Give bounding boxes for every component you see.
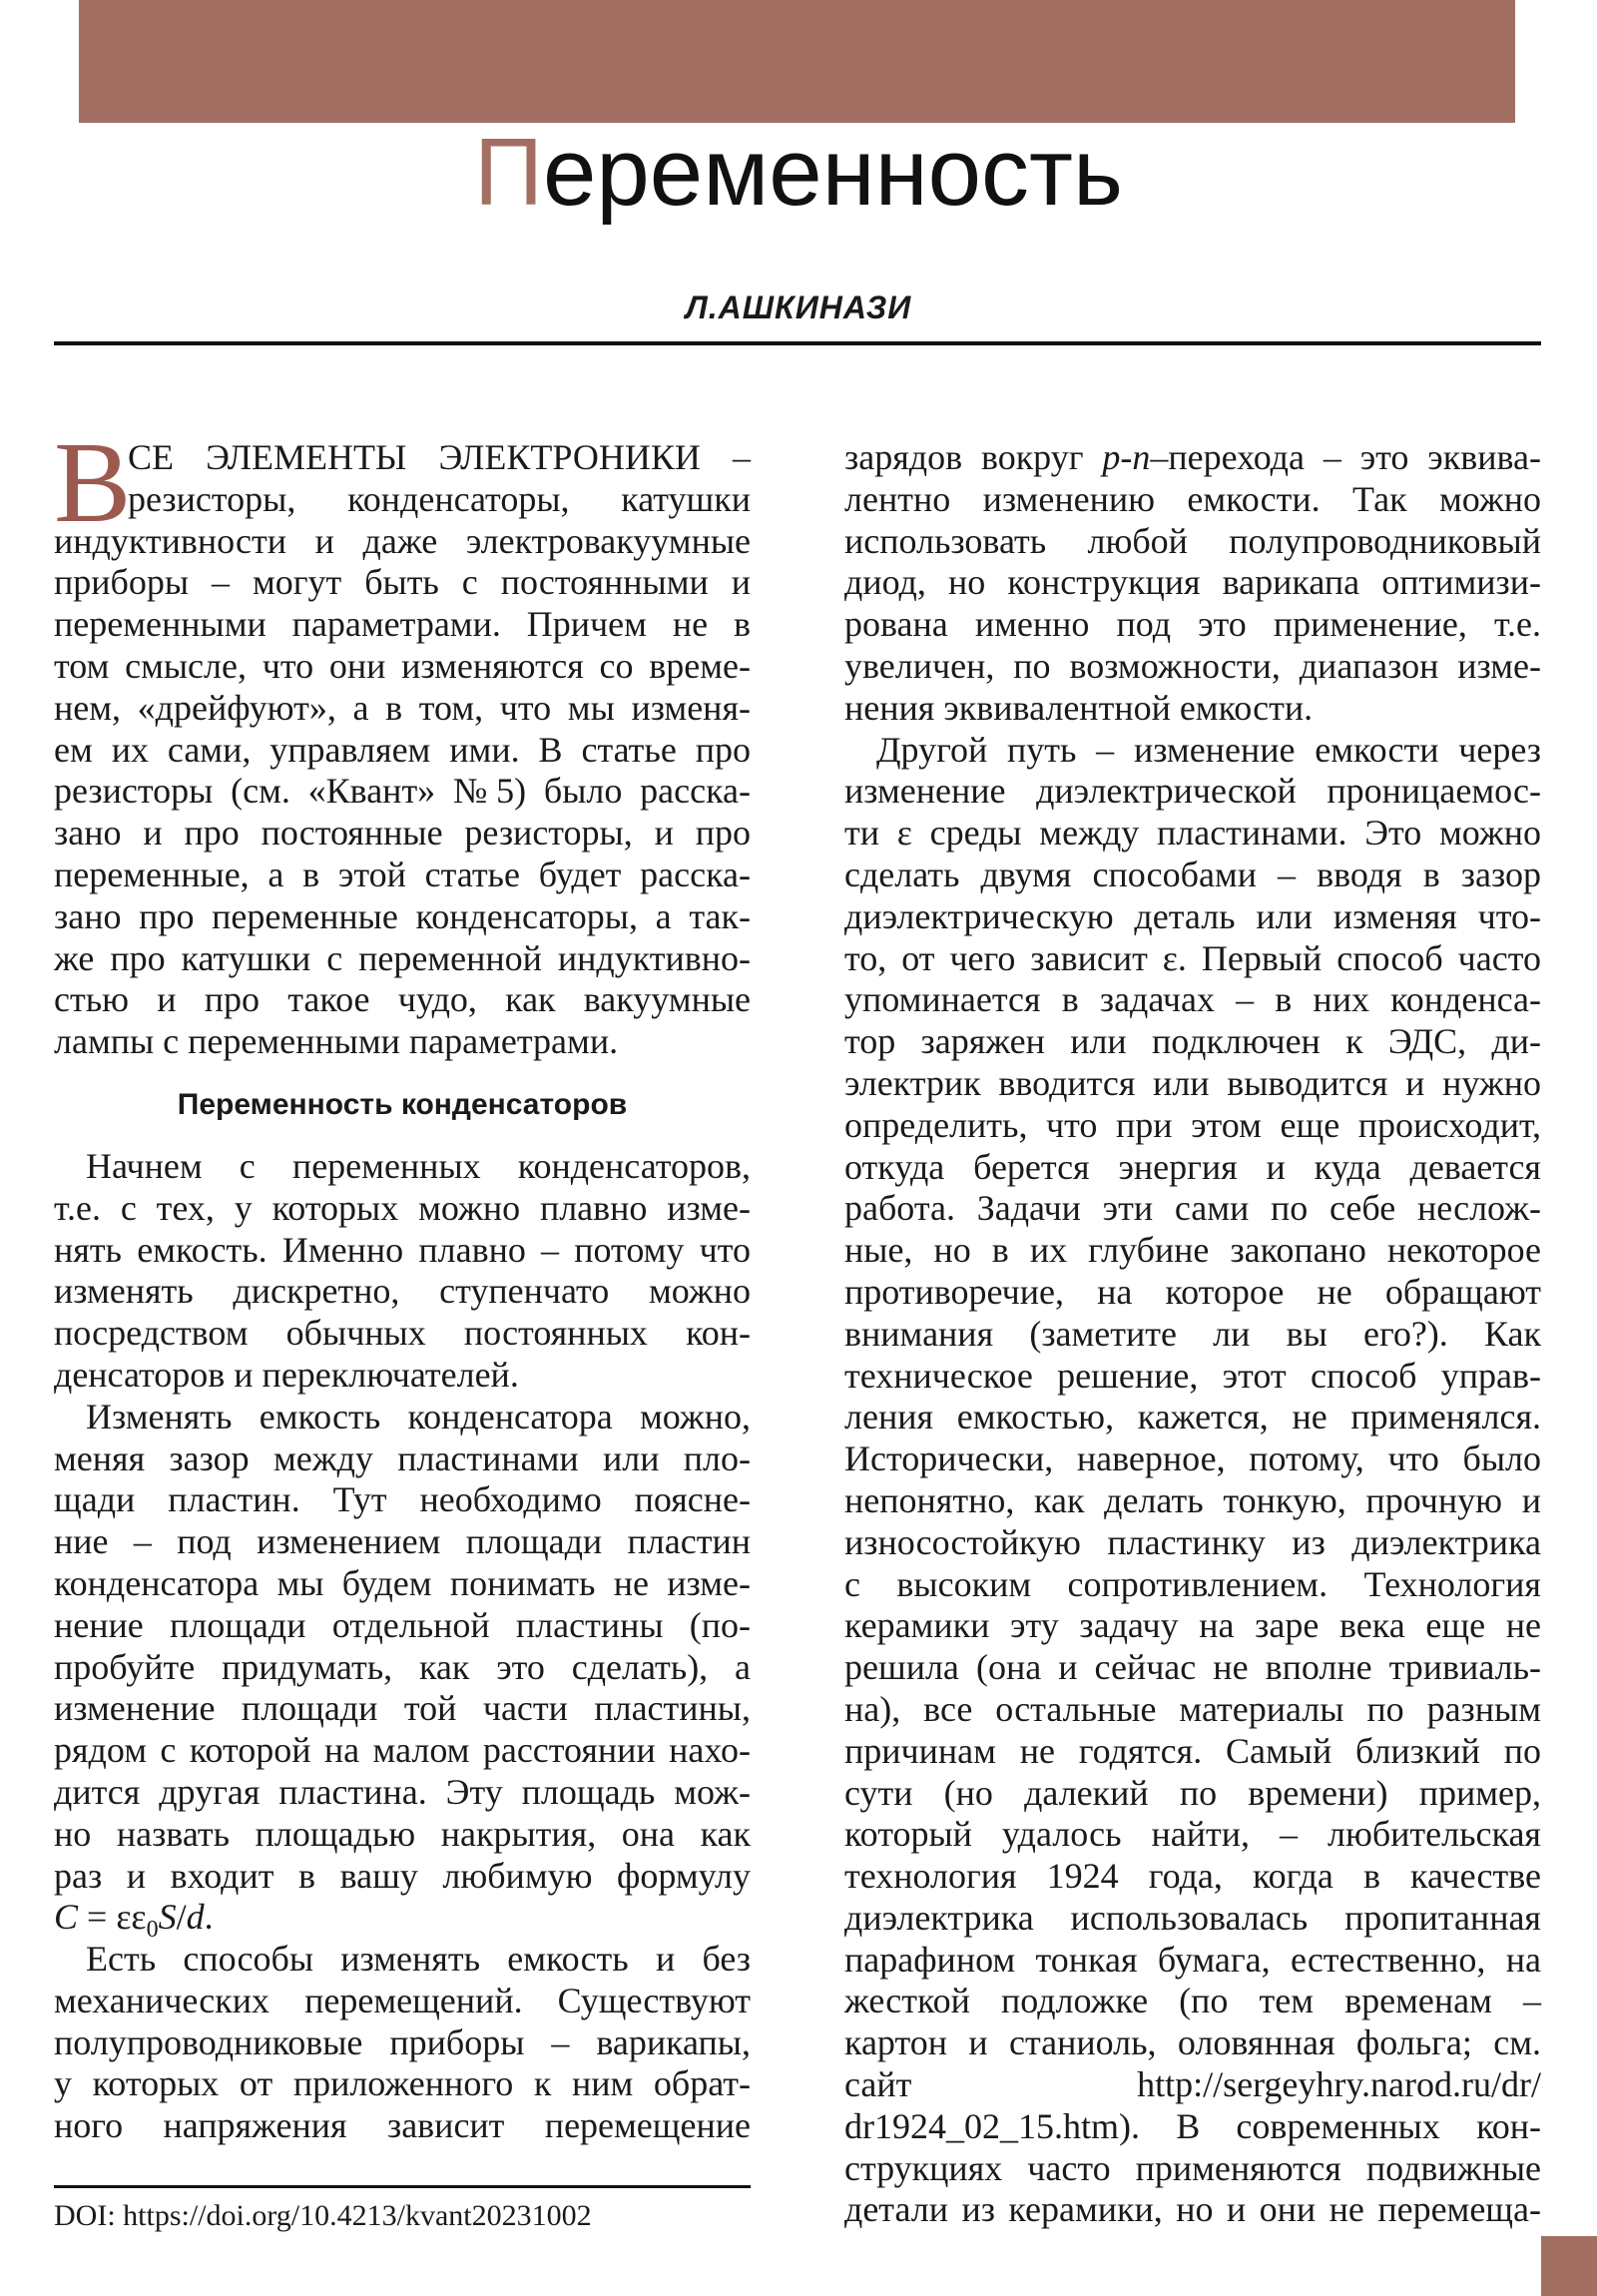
- text-segment: зарядов вокруг: [844, 437, 1103, 477]
- text-line: у которых от приложенного к ним обрат-: [54, 2063, 751, 2104]
- text-line: противоречие, на которое не обращают: [844, 1271, 1541, 1312]
- text-line: картон и станиоль, оловянная фольга; см.: [844, 2022, 1541, 2063]
- text-line: т.е. с тех, у которых можно плавно изме-: [54, 1187, 751, 1228]
- text-line: диэлектрика использовалась пропитанная: [844, 1897, 1541, 1938]
- text-line: нения эквивалентной емкости.: [844, 687, 1314, 728]
- text-segment: p-n: [1102, 437, 1151, 477]
- text-line: но назвать площадью накрытия, она как: [54, 1813, 751, 1854]
- text-line: Начнем с переменных конденсаторов,: [86, 1145, 751, 1186]
- text-segment: d: [186, 1897, 205, 1938]
- text-segment: S: [158, 1897, 177, 1938]
- text-line: Изменять емкость конденсатора можно,: [86, 1396, 751, 1436]
- text-line: денсаторов и переключателей.: [54, 1354, 519, 1395]
- text-line: технология 1924 года, когда в качестве: [844, 1856, 1541, 1897]
- article-title: [0, 118, 1597, 228]
- text-line: пробуйте придумать, как это сделать), а: [54, 1646, 751, 1687]
- text-line: [844, 437, 1541, 479]
- text-line: Есть способы изменять емкость и без: [86, 1939, 751, 1980]
- text-line: то, от чего зависит ε. Первый способ часто: [844, 937, 1541, 978]
- text-line: приборы – могут быть с постоянными и: [54, 562, 751, 603]
- text-line: сделать двумя способами – вводя в зазор: [844, 854, 1541, 894]
- section-heading: Переменность конденсаторов: [177, 1087, 628, 1121]
- text-line: непонятно, как делать тонкую, прочную и: [844, 1479, 1541, 1520]
- doi-footnote[interactable]: DOI: https://doi.org/10.4213/kvant20231002: [54, 2199, 592, 2232]
- text-line: резисторы, конденсаторы, катушки: [128, 478, 751, 519]
- text-line: зано про переменные конденсаторы, а так-: [54, 895, 751, 936]
- left-column: [54, 419, 751, 2147]
- text-segment: = εε: [78, 1897, 147, 1938]
- text-segment: 0: [146, 1917, 159, 1944]
- title-rule: [54, 341, 1541, 345]
- text-line: решила (она и сейчас не вполне тривиаль-: [844, 1647, 1541, 1688]
- text-line: ние – под изменением площади пластин: [54, 1521, 751, 1562]
- text-segment: /: [176, 1897, 187, 1938]
- text-line: стью и про такое чудо, как вакуумные: [54, 979, 751, 1020]
- paragraph-lines: [54, 437, 751, 1063]
- text-line: внимания (заметите ли вы его?). Как: [844, 1313, 1541, 1354]
- text-line: ти ε среды между пластинами. Это можно: [844, 813, 1541, 854]
- text-segment: .: [204, 1897, 214, 1938]
- title-initial: П: [474, 119, 544, 226]
- text-line: лампы с переменными параметрами.: [54, 1021, 619, 1062]
- text-segment: C: [54, 1897, 79, 1938]
- text-line: упоминается в задачах – в них конденса-: [844, 979, 1541, 1020]
- text-line: диод, но конструкция варикапа оптимизи-: [844, 562, 1541, 603]
- text-line: механических перемещений. Существуют: [54, 1980, 751, 2020]
- text-line: посредством обычных постоянных кон-: [54, 1313, 751, 1354]
- text-line: же про катушки с переменной индуктивно-: [54, 937, 751, 978]
- text-line: керамики эту задачу на заре века еще не: [844, 1605, 1541, 1646]
- text-line: использовать любой полупроводниковый: [844, 520, 1541, 561]
- text-line: нять емкость. Именно плавно – потому что: [54, 1229, 751, 1270]
- paragraph-lines: [844, 437, 1541, 2231]
- text-line: изменять дискретно, ступенчато можно: [54, 1271, 751, 1312]
- text-line: ем их сами, управляем ими. В статье про: [54, 729, 751, 770]
- text-line: изменение диэлектрической проницаемос-: [844, 771, 1541, 812]
- text-line: который удалось найти, – любительская: [844, 1814, 1541, 1855]
- text-line: ления емкостью, кажется, не применялся.: [844, 1397, 1541, 1437]
- right-column: [844, 437, 1541, 2231]
- text-line: изменение площади той части пластины,: [54, 1688, 751, 1729]
- text-line: зано и про постоянные резисторы, и про: [54, 813, 751, 854]
- text-line: меняя зазор между пластинами или пло-: [54, 1437, 751, 1478]
- text-line: на), все остальные материалы по разным: [844, 1688, 1541, 1729]
- text-line: том смысле, что они изменяются со време-: [54, 645, 751, 686]
- text-line: индуктивности и даже электровакуумные: [54, 520, 751, 561]
- text-line: с высоким сопротивлением. Технология: [844, 1563, 1541, 1604]
- text-line: причинам не годятся. Самый близкий по: [844, 1730, 1541, 1771]
- footnote-rule: [54, 2185, 751, 2188]
- text-line: диэлектрическую деталь или изменяя что-: [844, 895, 1541, 936]
- text-line: сути (но далекий по времени) пример,: [844, 1772, 1541, 1813]
- text-line: dr1924_02_15.htm). В современных кон-: [844, 2105, 1541, 2146]
- text-line: Другой путь – изменение емкости через: [876, 729, 1541, 770]
- text-segment: –перехода – это эквива-: [1150, 437, 1541, 477]
- text-line: электрик вводится или выводится и нужно: [844, 1062, 1541, 1103]
- text-line: работа. Задачи эти сами по себе неслож-: [844, 1188, 1541, 1229]
- text-line: дится другая пластина. Эту площадь мож-: [54, 1771, 751, 1812]
- text-line: струкциях часто применяются подвижные: [844, 2147, 1541, 2188]
- text-line: рована именно под это применение, т.е.: [844, 604, 1541, 645]
- paragraph-lines: [54, 1146, 751, 2147]
- header-banner: [79, 0, 1515, 123]
- text-line: переменные, а в этой статье будет расска-: [54, 854, 751, 894]
- text-line: тор заряжен или подключен к ЭДС, ди-: [844, 1021, 1541, 1062]
- text-line: сайт http://sergeyhry.narod.ru/dr/: [844, 2064, 1541, 2105]
- intro-paragraph: [54, 419, 751, 1063]
- page-corner-marker: [1541, 2236, 1597, 2296]
- text-line: парафином тонкая бумага, естественно, на: [844, 1939, 1541, 1980]
- text-line: рядом с которой на малом расстоянии нахо-: [54, 1730, 751, 1771]
- text-line: техническое решение, этот способ управ-: [844, 1355, 1541, 1396]
- text-line: переменными параметрами. Причем не в: [54, 604, 751, 645]
- text-line: ного напряжения зависит перемещение: [54, 2105, 751, 2146]
- text-line: лентно изменению емкости. Так можно: [844, 478, 1541, 519]
- text-line: Исторически, наверное, потому, что было: [844, 1438, 1541, 1479]
- text-line: ные, но в их глубине закопано некоторое: [844, 1230, 1541, 1271]
- text-line: нем, «дрейфуют», а в том, что мы изменя-: [54, 687, 751, 728]
- text-line: определить, что при этом еще происходит,: [844, 1104, 1541, 1145]
- text-line: щади пластин. Тут необходимо поясне-: [54, 1479, 751, 1520]
- drop-cap: В: [54, 419, 132, 547]
- text-line: увеличен, по возможности, диапазон изме-: [844, 645, 1541, 686]
- text-line: откуда берется энергия и куда девается: [844, 1146, 1541, 1187]
- title-rest: еременность: [543, 119, 1123, 226]
- text-line: конденсатора мы будем понимать не изме-: [54, 1562, 751, 1603]
- text-line: раз и входит в вашу любимую формулу: [54, 1855, 751, 1896]
- text-line: детали из керамики, но и они не перемеща-: [844, 2189, 1541, 2230]
- text-line: износостойкую пластинку из диэлектрика: [844, 1521, 1541, 1562]
- text-line: нение площади отдельной пластины (по-: [54, 1604, 751, 1645]
- text-line: жесткой подложке (по тем временам –: [844, 1981, 1541, 2021]
- text-line: [54, 1897, 751, 1944]
- text-line: резисторы (см. «Квант» №5) было расска-: [54, 771, 751, 812]
- author-name: Л.АШКИНАЗИ: [685, 289, 912, 325]
- text-line: СЕ ЭЛЕМЕНТЫ ЭЛЕКТРОНИКИ –: [128, 437, 751, 477]
- text-line: полупроводниковые приборы – варикапы,: [54, 2021, 751, 2062]
